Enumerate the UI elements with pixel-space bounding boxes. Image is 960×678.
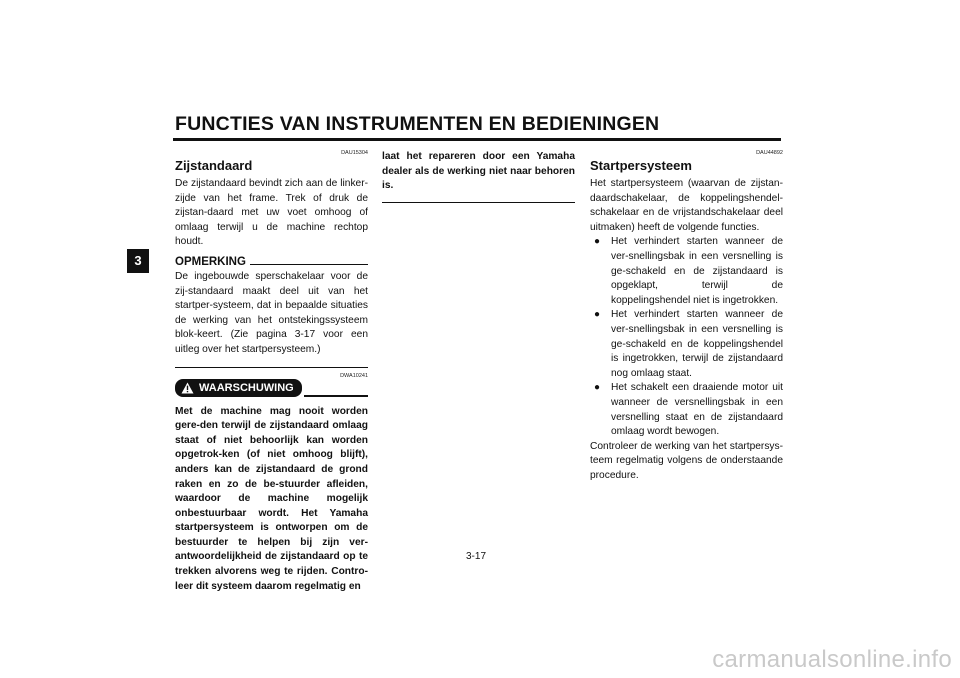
paragraph-zijstandaard: De zijstandaard bevindt zich aan de linker-zijde van het frame. Trek of druk de zijstan-daard met uw voet omhoog of omlaag terwijl u de machine rechtop houdt. xyxy=(175,178,368,248)
watermark: carmanualsonline.info xyxy=(712,646,952,673)
column-left xyxy=(175,150,368,594)
warning-rule xyxy=(304,395,368,397)
warning-label: WAARSCHUWING xyxy=(199,381,294,394)
warning-text: Met de machine mag nooit worden gere-den terwijl de zijstandaard omlaag staat of niet behoorlijk kan worden opgetrok-ken (of niet omhoog blijft), anders kan de zijstandaard de grond raken en zo de be-stuurder afleiden, waardoor de machine mogelijk onbestuurbaar wordt. Het Yamaha startpersysteem is ontworpen om de bestuurder te helpen bij zijn ver-antwoordelijkheid de zijstandaard op te trekken alvorens weg te rijden. Contro-leer dit systeem daarom regelmatig en xyxy=(175,405,368,592)
section-code: DAU44892 xyxy=(756,150,783,156)
paragraph-outro: Controleer de werking van het startpersys-teem regelmatig volgens de onderstaande procedure. xyxy=(590,440,783,481)
chapter-tab: 3 xyxy=(127,249,149,273)
note-end-rule xyxy=(175,367,368,368)
bullet-icon: ● xyxy=(594,382,601,394)
section-title-zijstandaard: Zijstandaard xyxy=(175,158,253,173)
column-right xyxy=(590,150,783,483)
note-label: OPMERKING xyxy=(175,255,246,268)
section-code: DAU15304 xyxy=(341,150,368,156)
list-item: ● Het verhindert starten wanneer de ver-snellingsbak in een versnelling is ge-schakeld en de koppelingshendel is ingetrokken, terwijl de zijstandaard nog omlaag staat. xyxy=(594,309,783,379)
list-item: ● Het schakelt een draaiende motor uit wanneer de versnellingsbak in een versnelling staat en de zijstandaard omlaag wordt bewogen. xyxy=(594,382,783,438)
header-rule xyxy=(173,138,781,141)
note-rule xyxy=(250,264,368,265)
function-list xyxy=(590,235,783,439)
warning-code: DWA10241 xyxy=(340,372,368,379)
note-text: De ingebouwde sperschakelaar voor de zij-standaard maakt deel uit van het startper-systeem, dat in bepaalde situaties de werking van het ontstekingssysteem blok-keert. (Zie pagina 3-17 voor een uitleg over het startpersysteem.) xyxy=(175,270,368,355)
page-number: 3-17 xyxy=(466,551,487,562)
note-heading xyxy=(175,255,368,270)
section-title-startpersysteem: Startpersysteem xyxy=(590,158,692,173)
warning-badge xyxy=(175,379,302,397)
warning-triangle-icon xyxy=(181,382,194,394)
bullet-icon: ● xyxy=(594,309,601,321)
page-title: FUNCTIES VAN INSTRUMENTEN EN BEDIENINGEN xyxy=(175,113,660,135)
bullet-icon: ● xyxy=(594,236,601,248)
warning-text-continued: laat het repareren door een Yamaha dealer als de werking niet naar behoren is. xyxy=(382,151,575,192)
warning-end-rule xyxy=(382,202,575,204)
list-item: ● Het verhindert starten wanneer de ver-snellingsbak in een versnelling is ge-schakeld en de zijstandaard is opgeklapt, terwijl de koppelingshendel niet is ingetrokken. xyxy=(594,236,783,306)
warning-heading xyxy=(175,379,368,397)
column-middle xyxy=(382,150,575,203)
paragraph-intro: Het startpersysteem (waarvan de zijstan-daardschakelaar, de koppelingshendel-schakelaar en de vrijstandschakelaar deel uitmaken) heeft de volgende functies. xyxy=(590,178,783,233)
